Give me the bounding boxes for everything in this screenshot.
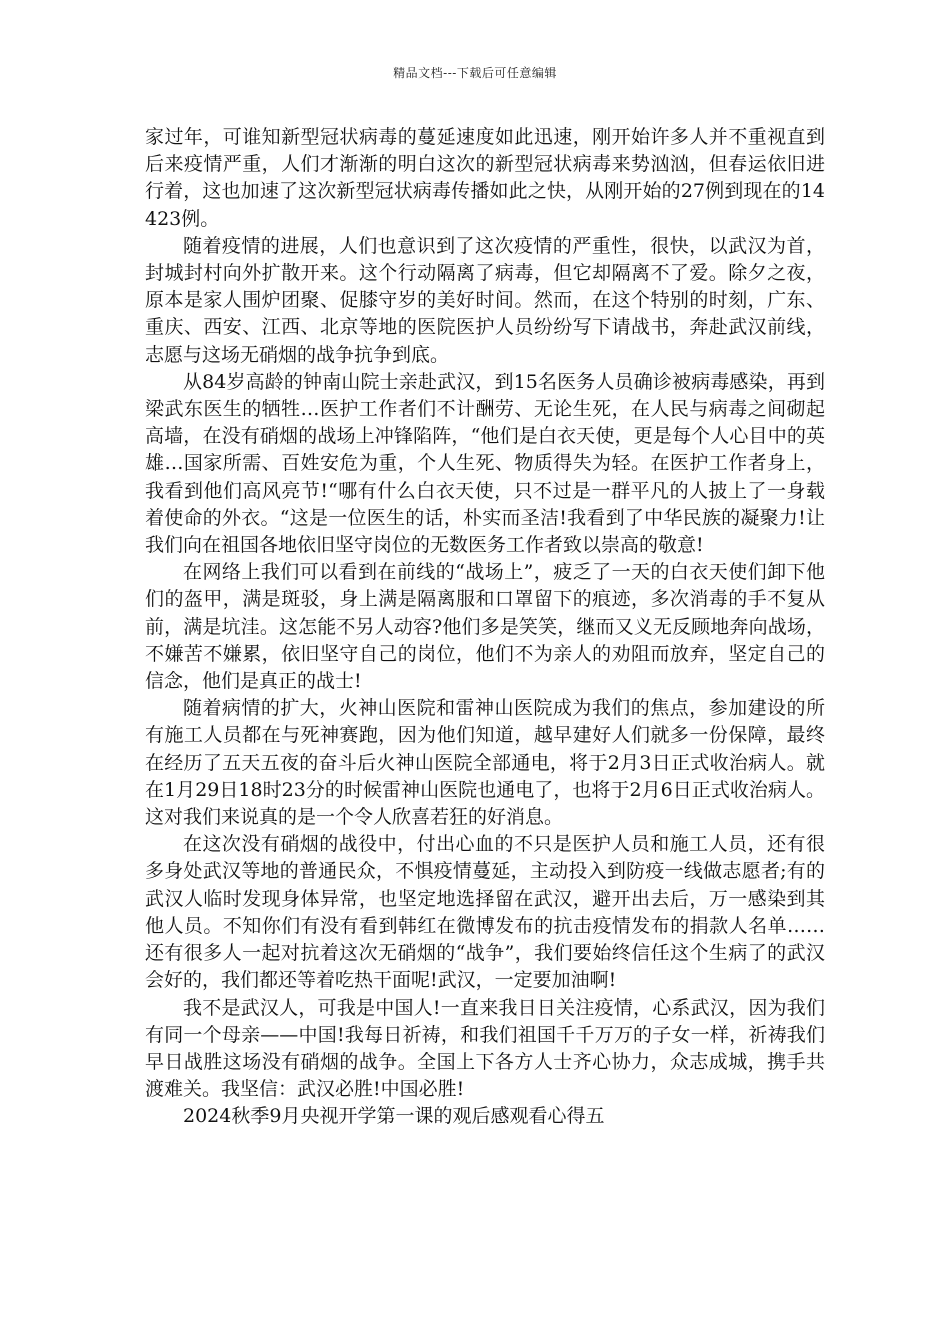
paragraph-7: 我不是武汉人，可我是中国人!一直来我日日关注疫情，心系武汉，因为我们有同一个母亲——中国!我每日祈祷，和我们祖国千千万万的子女一样，祈祷我们早日战胜这场没有硝烟的战争。全国上下各方人士齐心协力，众志成城，携手共渡难关。我坚信：武汉必胜!中国必胜! <box>145 996 825 1101</box>
paragraph-4: 在网络上我们可以看到在前线的“战场上”，疲乏了一天的白衣天使们卸下他们的盔甲，满是斑驳，身上满是隔离服和口罩留下的痕迹，多次消毒的手不复从前，满是坑洼。这怎能不另人动容?他们多是笑笑，继而又义无反顾地奔向战场，不嫌苦不嫌累，依旧坚守自己的岗位，他们不为亲人的劝阻而放弃，坚定自己的信念，他们是真正的战士! <box>145 561 825 693</box>
paragraph-6: 在这次没有硝烟的战役中，付出心血的不只是医护人员和施工人员，还有很多身处武汉等地的普通民众，不惧疫情蔓延，主动投入到防疫一线做志愿者;有的武汉人临时发现身体异常，也坚定地选择留在武汉，避开出去后，万一感染到其他人员。不知你们有没有看到韩红在微博发布的抗击疫情发布的捐款人名单……还有很多人一起对抗着这次无硝烟的“战争”，我们要始终信任这个生病了的武汉会好的，我们都还等着吃热干面呢!武汉，一定要加油啊! <box>145 833 825 992</box>
paragraph-3: 从84岁高龄的钟南山院士亲赴武汉，到15名医务人员确诊被病毒感染，再到梁武东医生的牺牲…医护工作者们不计酬劳、无论生死，在人民与病毒之间砌起高墙，在没有硝烟的战场上冲锋陷阵，“他们是白衣天使，更是每个人心目中的英雄…国家所需、百姓安危为重，个人生死、物质得失为轻。在医护工作者身上，我看到他们高风亮节!“哪有什么白衣天使，只不过是一群平凡的人披上了一身载着使命的外衣。“这是一位医生的话，朴实而圣洁!我看到了中华民族的凝聚力!让我们向在祖国各地依旧坚守岗位的无数医务工作者致以崇高的敬意! <box>145 370 825 557</box>
document-body <box>145 124 825 1131</box>
paragraph-5: 随着病情的扩大，火神山医院和雷神山医院成为我们的焦点，参加建设的所有施工人员都在与死神赛跑，因为他们知道，越早建好人们就多一份保障，最终在经历了五天五夜的奋斗后火神山医院全部通电，将于2月3日正式收治病人。就在1月29日18时23分的时候雷神山医院也通电了，也将于2月6日正式收治病人。这对我们来说真的是一个令人欣喜若狂的好消息。 <box>145 697 825 829</box>
paragraph-1: 家过年，可谁知新型冠状病毒的蔓延速度如此迅速，刚开始许多人并不重视直到后来疫情严重，人们才渐渐的明白这次的新型冠状病毒来势汹汹，但春运依旧进行着，这也加速了这次新型冠状病毒传播如此之快，从刚开始的27例到现在的14423例。 <box>145 126 825 230</box>
page-header: 精品文档---下载后可任意编辑 <box>393 66 557 80</box>
section-title-line: 2024秋季9月央视开学第一课的观后感观看心得五 <box>183 1105 605 1128</box>
paragraph-2: 随着疫情的进展，人们也意识到了这次疫情的严重性，很快，以武汉为首，封城封村向外扩散开来。这个行动隔离了病毒，但它却隔离不了爱。除夕之夜，原本是家人围炉团聚、促膝守岁的美好时间。然而，在这个特别的时刻，广东、重庆、西安、江西、北京等地的医院医护人员纷纷写下请战书，奔赴武汉前线，志愿与这场无硝烟的战争抗争到底。 <box>145 234 825 366</box>
